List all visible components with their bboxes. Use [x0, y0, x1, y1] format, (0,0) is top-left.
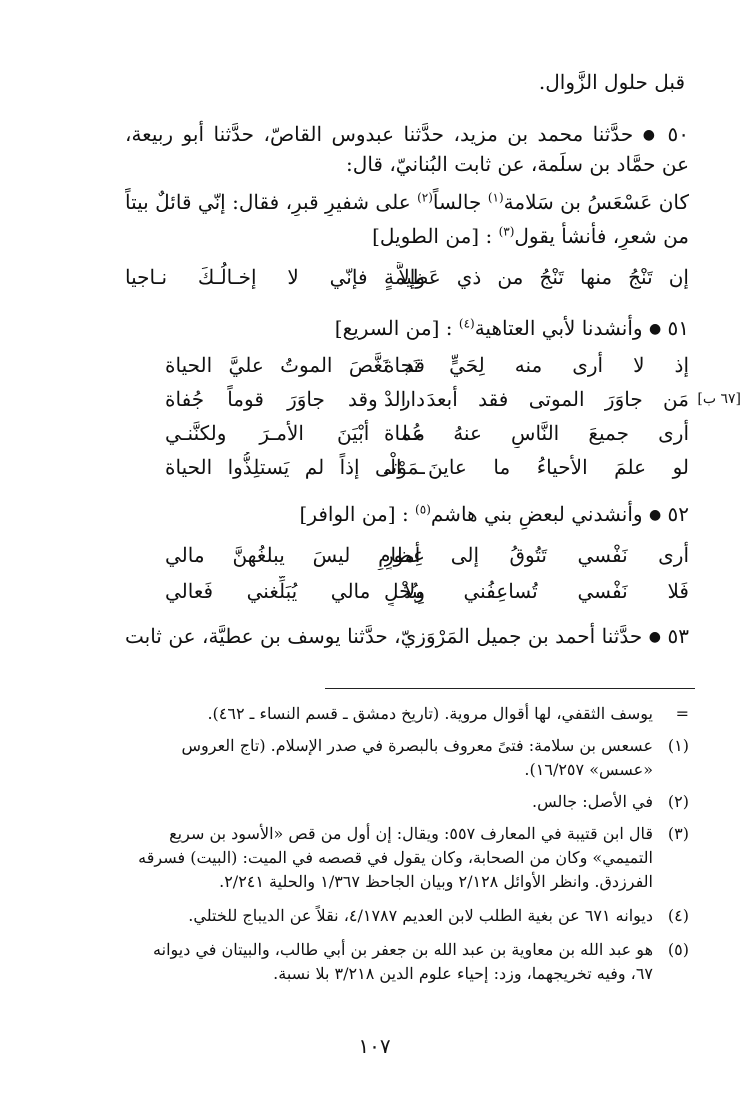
p53-line-1 — [125, 622, 689, 653]
footnote-3 — [125, 822, 689, 894]
footnote-number: (٣) — [667, 824, 689, 843]
footnote-number: (٢) — [667, 792, 689, 811]
footnote-separator — [325, 688, 695, 689]
p51-line-1 — [125, 314, 689, 345]
page-number: ١٠٧ — [358, 1034, 391, 1058]
hemistich-second: عِظامٍ ليسَ يبلغُهنَّ مالي — [165, 543, 425, 567]
intro-line — [300, 68, 685, 96]
p50-text-3a: كان عَسْعَسُ بن سَلامة — [503, 190, 689, 214]
p51-text: وأنشدنا لأبي العتاهية — [474, 316, 643, 340]
p50-line-4 — [125, 222, 689, 250]
footnote-1 — [125, 734, 689, 782]
p51-verse-4 — [125, 452, 689, 482]
bullet-dot: ● — [642, 127, 659, 143]
hemistich-second: وإلاَّ فإنّي لا إخـالُـكَ نـاجيا — [125, 265, 425, 289]
p51-verse-2 — [125, 384, 741, 414]
bullet-dot: ● — [648, 507, 662, 523]
p52-text: وأنشدني لبعضِ بني هاشم — [430, 502, 643, 526]
p51-verse-1 — [125, 350, 689, 380]
footnote-number: (١) — [667, 736, 689, 755]
hemistich-first: مَن جاوَرَ الموتى فقد أبعدَ الدْ — [384, 387, 689, 411]
hemistich-first: أرى جميعَ النَّاسِ عنهُ عُماة — [384, 421, 689, 445]
footnote-line: ديوانه ٦٧١ عن بغية الطلب لابن العديم ٤/١٧٨٧، نقلاً عن الديباج للختلي. — [188, 906, 653, 925]
hemistich-second: ـمَوْتى إذاً لم يَستلِذُّوا الحياة — [165, 455, 425, 479]
p50-number: ٥٠ — [667, 122, 689, 146]
footnote-ref-3[interactable]: (٣) — [498, 224, 515, 239]
footnote-ref-1[interactable]: (١) — [487, 190, 504, 205]
p52-number: ٥٢ — [667, 502, 689, 526]
p52-verse-1 — [125, 540, 689, 570]
footnote-line: قال ابن قتيبة في المعارف ٥٥٧: ويقال: إن أول من قص «الأسود بن سريع — [169, 824, 653, 843]
p52-colon: : — [401, 502, 409, 526]
hemistich-first: إن تَنْجُ منها تَنْجُ من ذي عَظيمةٍ — [384, 265, 689, 289]
p52-verse-2 — [125, 576, 689, 606]
meter-label: [من الوافر] — [299, 502, 396, 526]
footnote-line: «عسس» ١٦/٢٥٧). — [524, 760, 653, 779]
hemistich-first: لو علمَ الأحياءُ ما عاينَ الْـ — [384, 455, 689, 479]
p50-verse-1 — [125, 262, 689, 292]
bullet-dot: ● — [648, 629, 662, 645]
hemistich-second: ولا مالي يُبَلِّغني فَعالي — [165, 579, 425, 603]
footnote-number: (٤) — [667, 906, 689, 925]
hemistich-first: فَلا نَفْسي تُساعِفُني بِبُخْلٍ — [384, 579, 689, 603]
footnote-4 — [125, 904, 689, 928]
footnote-cont — [125, 702, 689, 726]
p50-text-4a: من شعرٍ، فأنشأ يقول — [514, 224, 689, 248]
footnote-ref-4[interactable]: (٤) — [458, 316, 475, 331]
footnote-number: = — [675, 704, 689, 723]
footnote-number: (٥) — [667, 940, 689, 959]
p50-line-1 — [125, 120, 689, 151]
footnote-line: في الأصل: جالس. — [532, 792, 653, 811]
p50-line-3 — [125, 188, 689, 216]
p50-text-3b: جالساً — [432, 190, 482, 214]
p52-line-1 — [125, 500, 689, 531]
intro-text: قبل حلول الزَّوال. — [538, 70, 685, 94]
footnote-ref-5[interactable]: (٥) — [415, 502, 431, 517]
manuscript-folio-marker: [٦٧ ب] — [697, 391, 741, 407]
p50-text-2: عن حمَّاد بن سلَمة، عن ثابت البُنانيّ، قال: — [346, 152, 689, 176]
hemistich-second: مـا أبْيَنَ الأمـرَ ولكنَّنـي — [165, 421, 425, 445]
hemistich-second: دار وقد جاوَرَ قوماً جُفاة — [165, 387, 425, 411]
p51-verse-3 — [125, 418, 689, 448]
p51-colon: : — [445, 316, 453, 340]
hemistich-first: أرى نَفْسي تَتُوقُ إلى أمورٍ — [384, 543, 689, 567]
p50-text-3c: على شفيرِ قبرٍ، فقال: إنّي قائلٌ بيتاً — [125, 190, 411, 214]
p51-number: ٥١ — [667, 316, 689, 340]
footnote-ref-2[interactable]: (٢) — [417, 190, 433, 205]
p53-text: حدَّثنا أحمد بن جميل المَرْوَزيّ، حدَّثنا يوسف بن عطيَّة، عن ثابت — [125, 624, 643, 648]
footnote-line: التميمي» وكان من الصحابة، وكان يقول في قصصه في الميت: (البيت) فسرقه — [138, 848, 653, 867]
p53-number: ٥٣ — [667, 624, 689, 648]
footnote-line: عسعس بن سلامة: فتىً معروف بالبصرة في صدر الإسلام. (تاج العروس — [181, 736, 653, 755]
footnote-line: هو عبد الله بن معاوية بن عبد الله بن جعفر بن أبي طالب، والبيتان في ديوانه — [153, 940, 653, 959]
p50-line-2 — [125, 150, 689, 178]
meter-label: [من الطويل] — [372, 224, 480, 248]
meter-label: [من السريع] — [334, 316, 440, 340]
footnote-2 — [125, 790, 689, 814]
p50-text-1: حدَّثنا محمد بن مزيد، حدَّثنا عبدوس القاصّ، حدَّثنا أبو ربيعة، — [125, 122, 634, 146]
footnote-line: الفرزدق. وانظر الأوائل ٢/١٢٨ وبيان الجاحظ ١/٣٦٧ والحلية ٢/٢٤١. — [219, 872, 653, 891]
footnote-line: يوسف الثقفي، لها أقوال مروية. (تاريخ دمشق ـ قسم النساء ـ ٤٦٢). — [207, 704, 653, 723]
hemistich-second: قد نَغَّصَ الموتُ عليَّ الحياة — [165, 353, 425, 377]
footnote-line: ٦٧، وفيه تخريجهما، وزد: إحياء علوم الدين ٣/٢١٨ بلا نسبة. — [273, 964, 653, 983]
p50-text-4b: : — [485, 224, 493, 248]
bullet-dot: ● — [648, 321, 662, 337]
hemistich-first: إذ لا أرى منه لِحَيٍّ نَجاة — [384, 353, 689, 377]
footnote-5 — [125, 938, 689, 986]
